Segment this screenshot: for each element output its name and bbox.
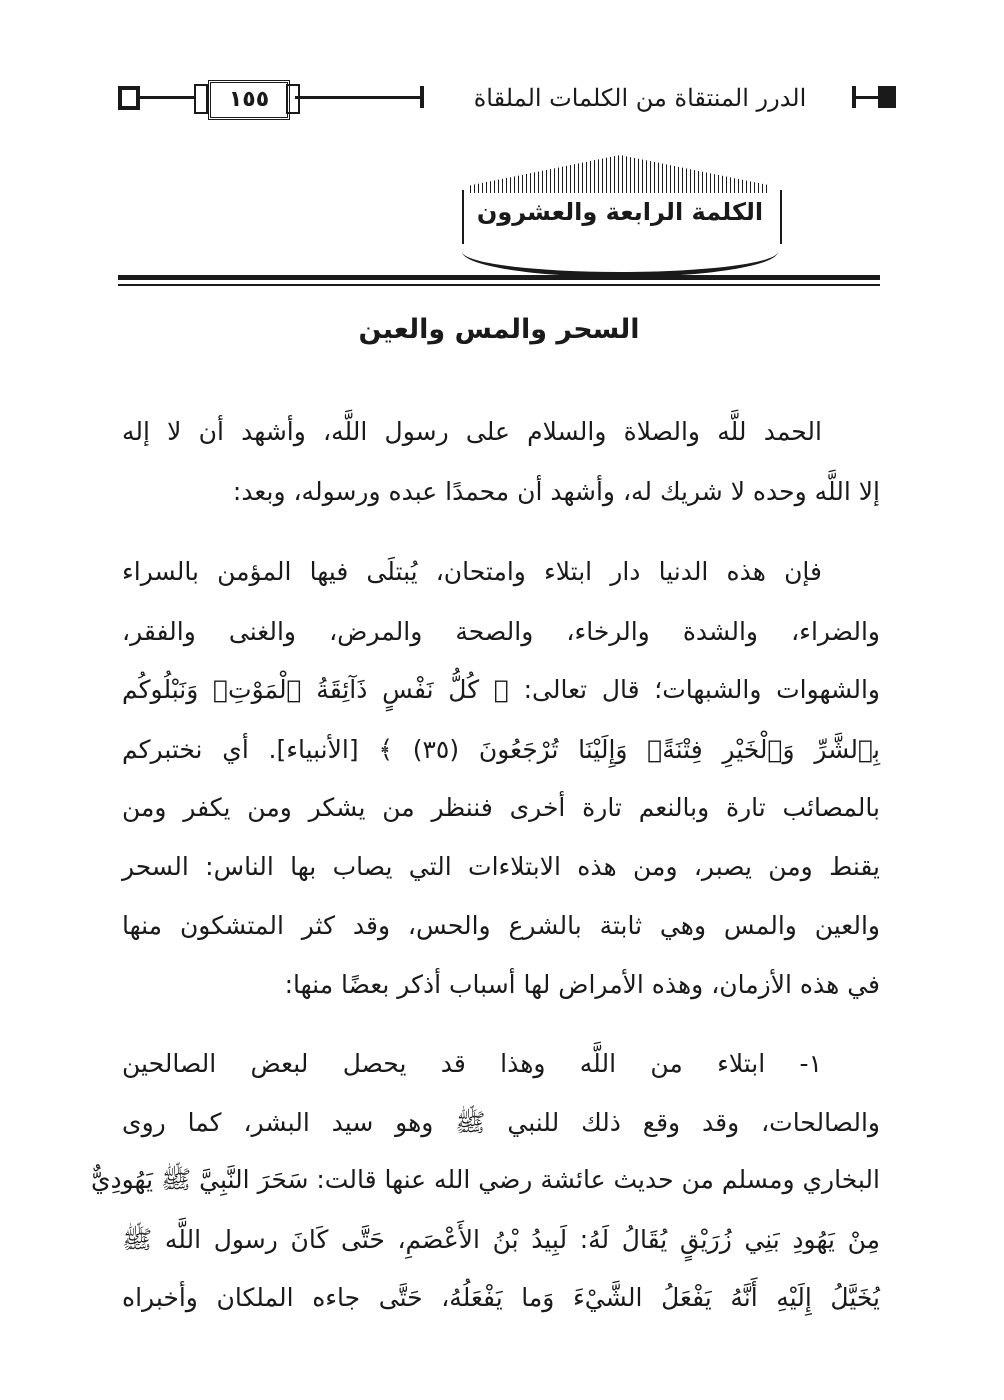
- body-line: فإن هذه الدنيا دار ابتلاء وامتحان، يُبتلَى فيها المؤمن بالسراء: [122, 557, 822, 586]
- page-box-ornament: [194, 84, 208, 114]
- chapter-ornament: [470, 155, 770, 193]
- body-line: إلا اللَّه وحده لا شريك له، وأشهد أن محمدًا عبده ورسوله، وبعد:: [232, 477, 880, 506]
- body-line: الحمد للَّه والصلاة والسلام على رسول اللَّه، وأشهد أن لا إله: [122, 417, 822, 446]
- body-line: البخاري ومسلم من حديث عائشة رضي الله عنها قالت: سَحَرَ النَّبِيَّ ﷺ يَهُودِيٌّ: [90, 1165, 880, 1194]
- body-line: والضراء، والشدة والرخاء، والصحة والمرض، والغنى والفقر،: [122, 617, 880, 646]
- header-rule: [420, 86, 424, 108]
- body-line: والصالحات، وقد وقع ذلك للنبي ﷺ وهو سيد البشر، كما روى: [122, 1108, 880, 1137]
- chapter-frame-curve: [462, 226, 778, 277]
- body-line: مِنْ يَهُودِ بَنِي زُرَيْقٍ يُقَالُ لَهُ: لَبِيدُ بْنُ الأَعْصَمِ، حَتَّى كَانَ رسول اللَّه ﷺ: [122, 1225, 880, 1254]
- header-rule: [856, 96, 880, 99]
- body-line: بِٱلشَّرِّ وَٱلْخَيْرِ فِتْنَةًۖ وَإِلَيْنَا تُرْجَعُونَ (٣٥) ﴾ [الأنبياء]. أي نختبركم: [122, 735, 881, 764]
- header-rule: [852, 86, 856, 108]
- section-title: السحر والمس والعين: [358, 314, 640, 345]
- header-rule: [295, 96, 420, 99]
- divider: [118, 275, 880, 280]
- chapter-label: الكلمة الرابعة والعشرون: [476, 198, 764, 226]
- body-line: والشهوات والشبهات؛ قال تعالى: ﴿ كُلُّ نَفْسٍ ذَآئِقَةُ ٱلْمَوْتِۗ وَنَبْلُوكُم: [122, 675, 880, 704]
- header-ornament-square: [878, 86, 896, 108]
- body-line: في هذه الأزمان، وهذه الأمراض لها أسباب أذكر بعضًا منها:: [284, 970, 880, 999]
- divider: [118, 284, 880, 286]
- body-line: يُخَيَّلُ إِلَيْهِ أَنَّهُ يَفْعَلُ الشَّيْءَ وَما يَفْعَلُهُ، حَتَّى جاءه الملكان وأخبراه: [122, 1283, 880, 1312]
- page-number: ١٥٥: [208, 80, 290, 120]
- body-line: يقنط ومن يصبر، ومن هذه الابتلاءات التي يصاب بها الناس: السحر: [122, 852, 880, 881]
- body-line: بالمصائب تارة وبالنعم تارة أخرى فننظر من يشكر ومن يكفر ومن: [122, 793, 880, 822]
- header-rule: [140, 96, 194, 99]
- header-ornament-square: [118, 86, 140, 110]
- running-header-title: الدرر المنتقاة من الكلمات الملقاة: [473, 84, 807, 112]
- body-line: والعين والمس وهي ثابتة بالشرع والحس، وقد كثر المتشكون منها: [122, 911, 880, 940]
- body-line: ١- ابتلاء من اللَّه وهذا قد يحصل لبعض الصالحين: [122, 1049, 822, 1078]
